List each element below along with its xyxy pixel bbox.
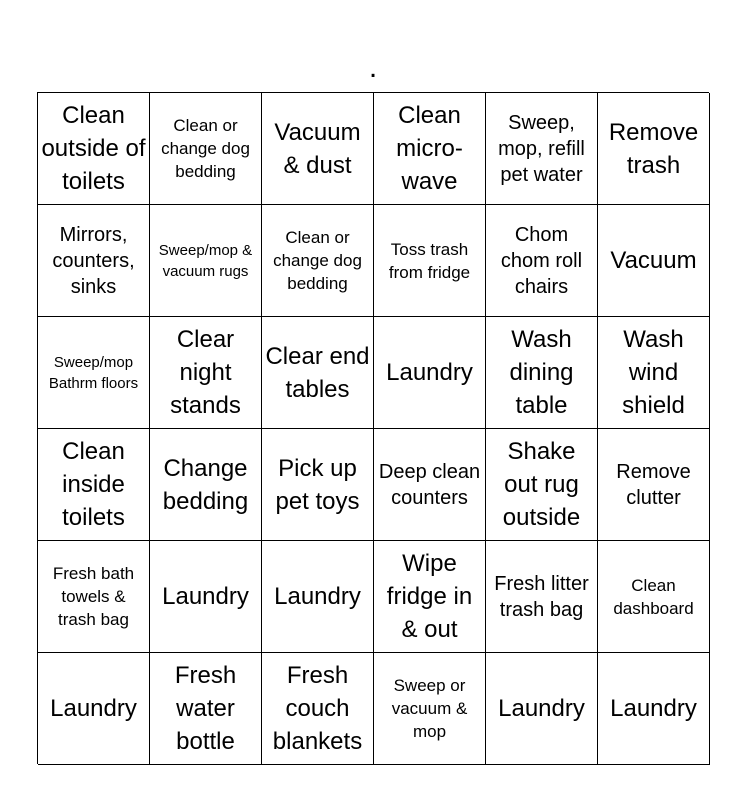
- cell-text: Laundry: [498, 695, 585, 722]
- cell-text: Clean or change dog bedding: [273, 228, 362, 293]
- cell-text: Clean or change dog bedding: [161, 116, 250, 181]
- cell-text: Fresh bath towels & trash bag: [52, 564, 135, 629]
- bingo-cell[interactable]: [150, 205, 262, 317]
- bingo-cell[interactable]: [150, 653, 262, 765]
- bingo-cell[interactable]: [598, 93, 710, 205]
- bingo-cell[interactable]: [486, 93, 598, 205]
- cell-text: Laundry: [50, 695, 137, 722]
- bingo-cell[interactable]: [374, 93, 486, 205]
- cell-text: Deep clean counters: [378, 460, 481, 509]
- bingo-cell[interactable]: [374, 429, 486, 541]
- cell-text: Vacuum: [610, 247, 697, 274]
- cell-text: Change bedding: [162, 454, 249, 515]
- bingo-cell[interactable]: [486, 541, 598, 653]
- cell-text: Sweep/mop Bathrm floors: [48, 353, 139, 392]
- bingo-cell[interactable]: [598, 317, 710, 429]
- card-title: .: [368, 51, 378, 84]
- bingo-cell[interactable]: [262, 541, 374, 653]
- bingo-cell[interactable]: [38, 93, 150, 205]
- cell-text: Wipe fridge in & out: [386, 550, 473, 643]
- cell-text: Shake out rug outside: [502, 438, 581, 531]
- bingo-cell[interactable]: [374, 653, 486, 765]
- bingo-cell[interactable]: [38, 429, 150, 541]
- cell-text: Clear end tables: [265, 342, 370, 403]
- cell-text: Wash wind shield: [622, 326, 685, 419]
- cell-text: Wash dining table: [509, 326, 574, 419]
- bingo-cell[interactable]: [150, 93, 262, 205]
- bingo-cell[interactable]: [598, 205, 710, 317]
- bingo-cell[interactable]: [486, 317, 598, 429]
- cell-text: Remove trash: [608, 118, 699, 179]
- cell-text: Laundry: [610, 695, 697, 722]
- bingo-cell[interactable]: [598, 541, 710, 653]
- cell-text: Clean dashboard: [613, 575, 694, 618]
- bingo-cell[interactable]: [598, 653, 710, 765]
- cell-text: Toss trash from fridge: [388, 239, 471, 282]
- bingo-cell[interactable]: [38, 205, 150, 317]
- cell-text: Sweep/mop & vacuum rugs: [158, 241, 253, 280]
- bingo-cell[interactable]: [486, 205, 598, 317]
- bingo-cell[interactable]: [38, 653, 150, 765]
- bingo-cell[interactable]: [262, 653, 374, 765]
- cell-text: Chom chom roll chairs: [500, 223, 583, 298]
- bingo-cell[interactable]: [38, 317, 150, 429]
- bingo-cell[interactable]: [262, 429, 374, 541]
- cell-text: Remove clutter: [616, 460, 691, 509]
- bingo-cell[interactable]: [262, 205, 374, 317]
- cell-text: Fresh litter trash bag: [494, 572, 589, 621]
- cell-text: Clean outside of toilets: [41, 102, 146, 195]
- bingo-cell[interactable]: [150, 317, 262, 429]
- cell-text: Pick up pet toys: [275, 454, 360, 515]
- cell-text: Clean micro-wave: [396, 102, 463, 195]
- cell-text: Mirrors, counters, sinks: [52, 223, 135, 298]
- cell-text: Sweep or vacuum & mop: [391, 676, 468, 741]
- cell-text: Fresh water bottle: [174, 662, 237, 755]
- bingo-cell[interactable]: [486, 429, 598, 541]
- bingo-cell[interactable]: [262, 317, 374, 429]
- cell-text: Clean inside toilets: [62, 438, 125, 531]
- cell-text: Laundry: [162, 583, 249, 610]
- bingo-cell[interactable]: [374, 205, 486, 317]
- bingo-cell[interactable]: [262, 93, 374, 205]
- cell-text: Laundry: [274, 583, 361, 610]
- bingo-cell[interactable]: [374, 541, 486, 653]
- cell-text: Laundry: [386, 359, 473, 386]
- bingo-cell[interactable]: [38, 541, 150, 653]
- bingo-cell[interactable]: [374, 317, 486, 429]
- cell-text: Fresh couch blankets: [272, 662, 363, 755]
- cell-text: Vacuum & dust: [274, 118, 361, 179]
- bingo-cell[interactable]: [486, 653, 598, 765]
- bingo-cell[interactable]: [150, 541, 262, 653]
- bingo-grid: [37, 92, 709, 764]
- cell-text: Sweep, mop, refill pet water: [498, 111, 585, 186]
- cell-text: Clear night stands: [170, 326, 241, 419]
- bingo-cell[interactable]: [598, 429, 710, 541]
- bingo-cell[interactable]: [150, 429, 262, 541]
